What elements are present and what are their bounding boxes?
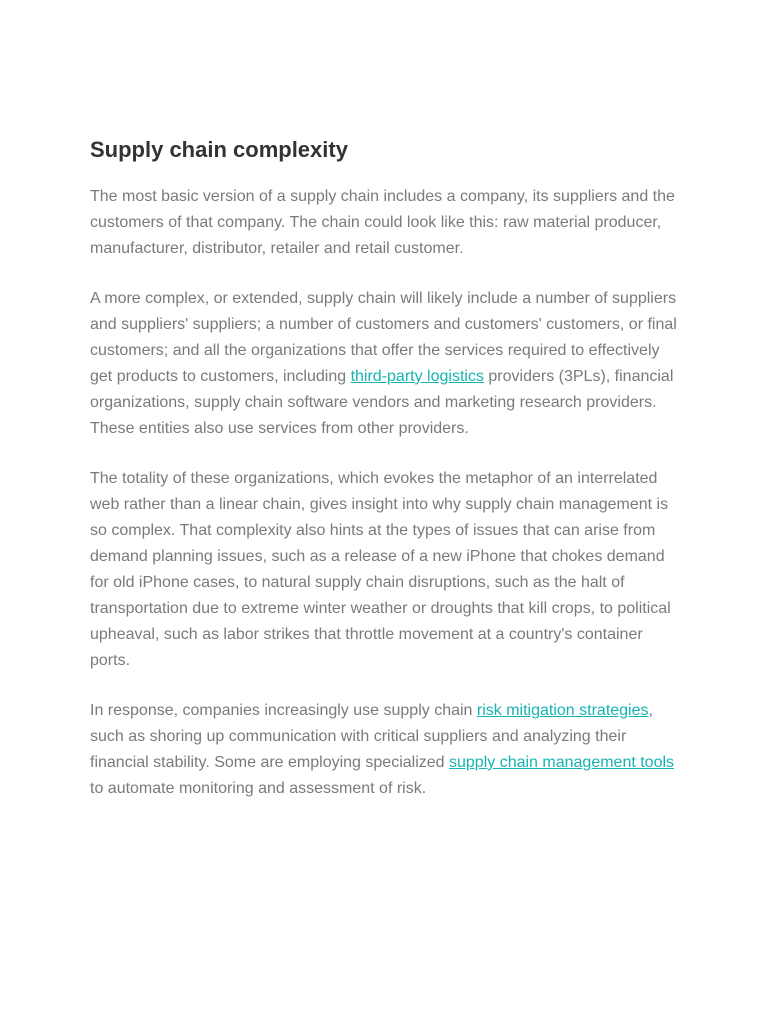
risk-mitigation-strategies-link[interactable]: risk mitigation strategies (476, 702, 649, 719)
page-title: Supply chain complexity (90, 137, 348, 162)
third-party-logistics-link[interactable]: third-party logistics (350, 368, 484, 385)
article (90, 134, 680, 826)
paragraph-4-text-middle: , such as shoring up communication with critical suppliers and analyzing their financial stability. Some are employing specialized (90, 702, 653, 771)
paragraph-2 (90, 286, 680, 442)
paragraph-1: The most basic version of a supply chain includes a company, its suppliers and the customers of that company. The chain could look like this: raw material producer, manufacturer, distributor, retailer and retail customer. (90, 188, 675, 257)
paragraph-3: The totality of these organizations, which evokes the metaphor of an interrelated web rather than a linear chain, gives insight into why supply chain management is so complex. That complexity also hints at the types of issues that can arise from demand planning issues, such as a release of a new iPhone that chokes demand for old iPhone cases, to natural supply chain disruptions, such as the halt of transportation due to extreme winter weather or droughts that kill crops, to political upheaval, such as labor strikes that throttle movement at a country's container ports. (90, 470, 671, 669)
supply-chain-management-tools-link[interactable]: supply chain management tools (449, 754, 675, 771)
paragraph-2-text-before: A more complex, or extended, supply chain will likely include a number of suppliers and suppliers' suppliers; a number of customers and customers' customers, or final customers; and all the organizations that offer the services required to effectively get products to customers, including (90, 290, 677, 385)
paragraph-4 (90, 698, 680, 802)
paragraph-4-text-after: to automate monitoring and assessment of risk. (90, 780, 427, 797)
paragraph-4-text-before: In response, companies increasingly use supply chain (90, 702, 477, 719)
paragraph-2-text-after: providers (3PLs), financial organizations, supply chain software vendors and marketing research providers. These entities also use services from other providers. (90, 368, 674, 437)
